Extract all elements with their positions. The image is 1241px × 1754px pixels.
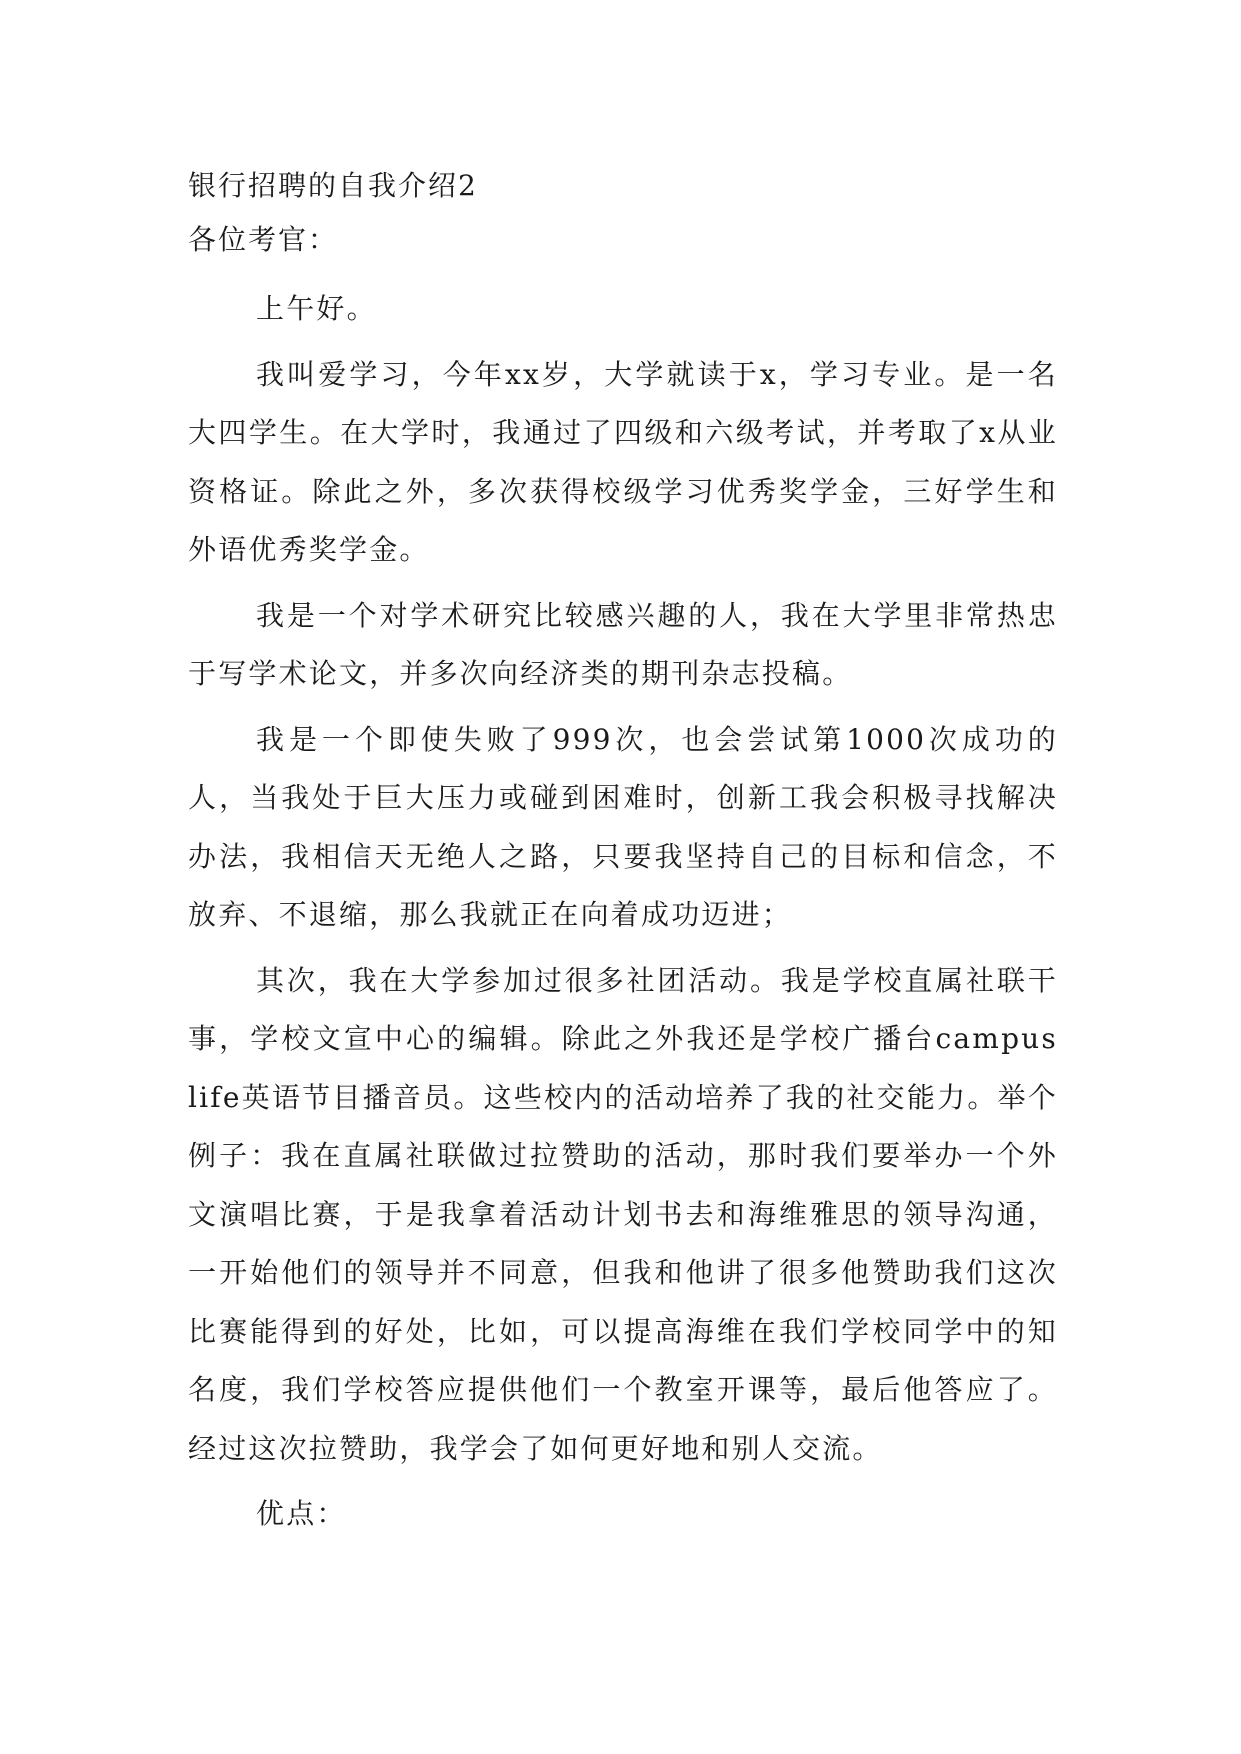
paragraph-persistence: 我是一个即使失败了999次，也会尝试第1000次成功的人，当我处于巨大压力或碰到困难时，创新工我会积极寻找解决办法，我相信天无绝人之路，只要我坚持自己的目标和信念，不放弃、不退缩，那么我就正在向着成功迈进； — [188, 722, 1058, 931]
salutation: 各位考官： — [188, 223, 339, 256]
document-title: 银行招聘的自我介绍2 — [188, 169, 478, 202]
paragraph-greeting: 上午好。 — [256, 292, 377, 325]
paragraph-strengths-heading: 优点： — [256, 1497, 347, 1530]
paragraph-background: 我叫爱学习，今年xx岁，大学就读于x，学习专业。是一名大四学生。在大学时，我通过了四级和六级考试，并考取了x从业资格证。除此之外，多次获得校级学习优秀奖学金，三好学生和外语优秀奖学金。 — [188, 357, 1058, 566]
paragraph-activities: 其次，我在大学参加过很多社团活动。我是学校直属社联干事，学校文宣中心的编辑。除此之外我还是学校广播台campus life英语节目播音员。这些校内的活动培养了我的社交能力。举个例子：我在直属社联做过拉赞助的活动，那时我们要举办一个外文演唱比赛，于是我拿着活动计划书去和海维雅思的领导沟通，一开始他们的领导并不同意，但我和他讲了很多他赞助我们这次比赛能得到的好处，比如，可以提高海维在我们学校同学中的知名度，我们学校答应提供他们一个教室开课等，最后他答应了。经过这次拉赞助，我学会了如何更好地和别人交流。 — [188, 963, 1058, 1465]
paragraph-research: 我是一个对学术研究比较感兴趣的人，我在大学里非常热忠于写学术论文，并多次向经济类的期刊杂志投稿。 — [188, 598, 1058, 690]
document-page — [188, 160, 1058, 1551]
